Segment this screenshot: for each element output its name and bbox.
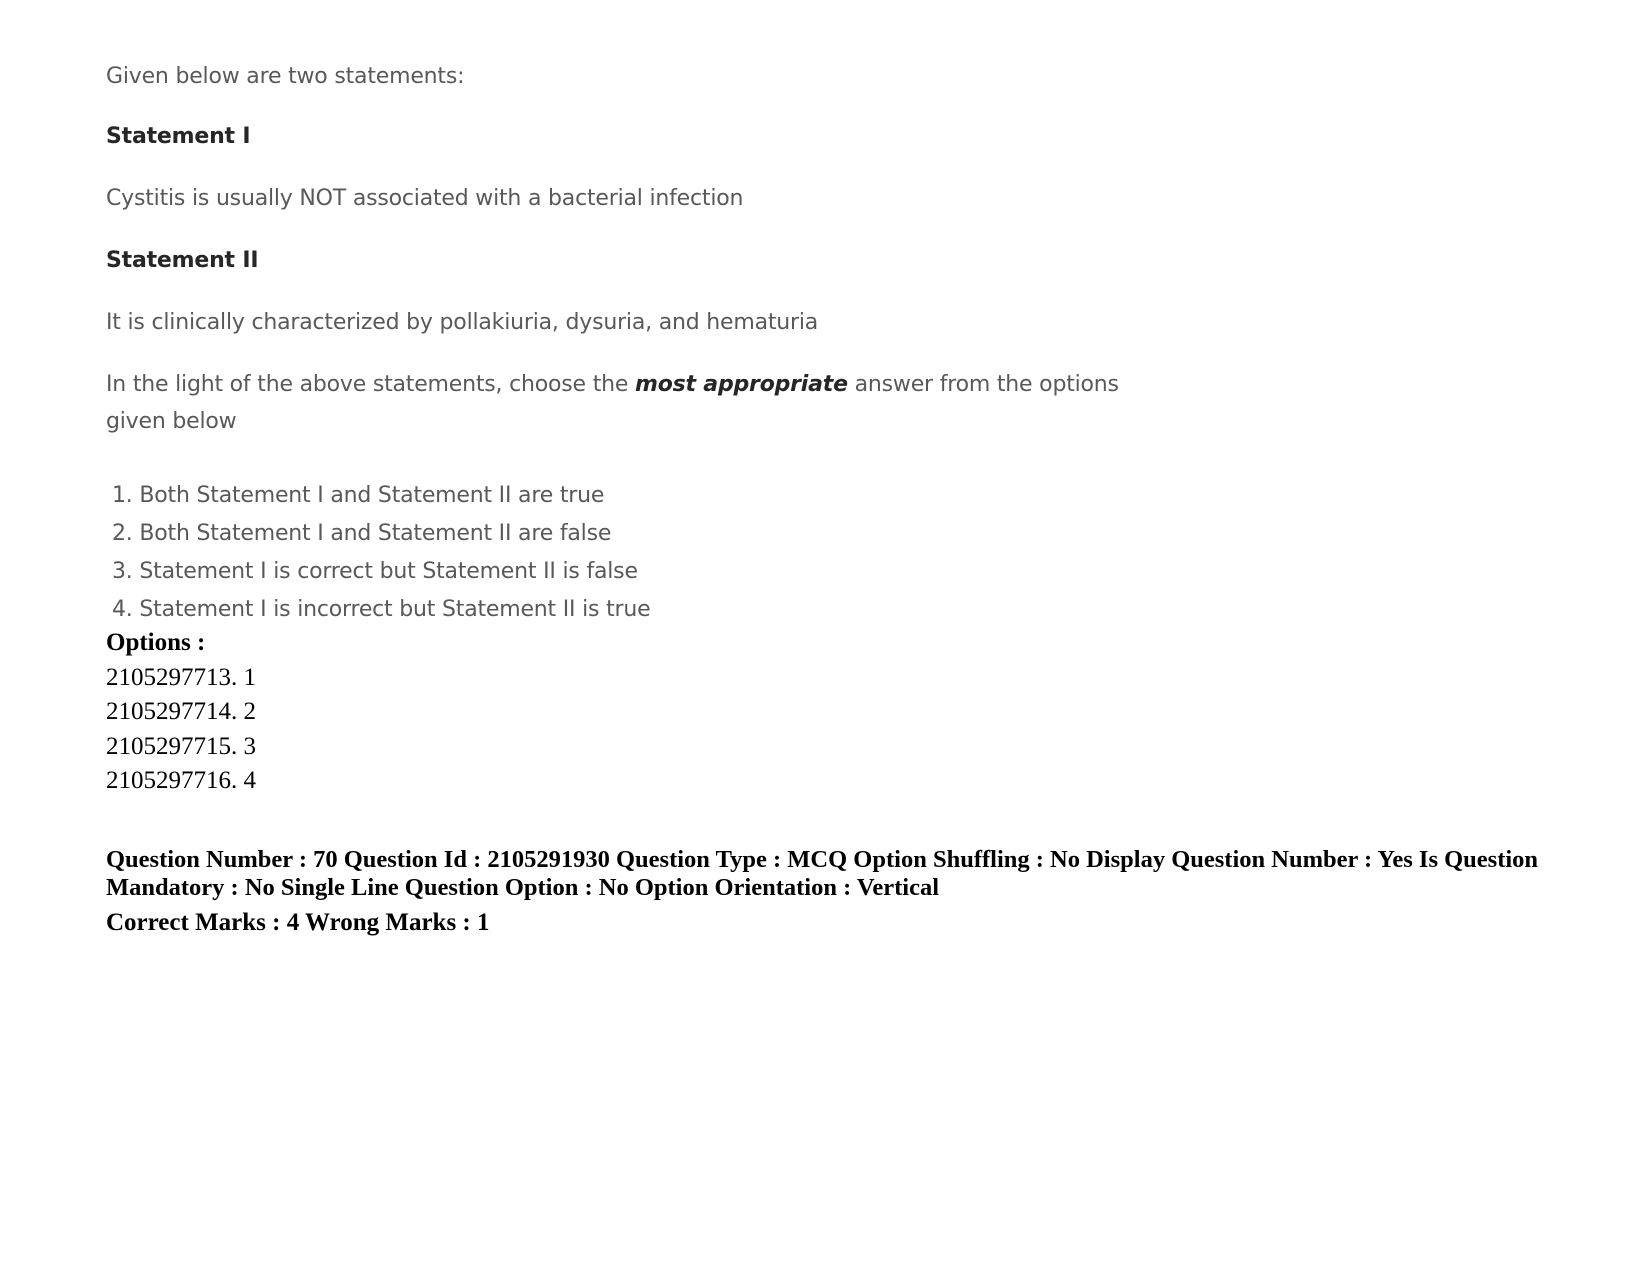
statement-2-heading: Statement II <box>106 248 259 273</box>
choice-list <box>112 477 650 629</box>
question-intro: Given below are two statements: <box>106 64 465 89</box>
option-item: 2105297714. 2 <box>106 698 256 725</box>
instruction-after: answer from the options <box>847 372 1119 397</box>
choice-item: 2. Both Statement I and Statement II are false <box>112 521 612 546</box>
instruction-before: In the light of the above statements, choose the <box>106 372 635 397</box>
option-item: 2105297713. 1 <box>106 664 256 691</box>
question-info: Question Number : 70 Question Id : 2105291930 Question Type : MCQ Option Shuffling : No Display Question Number : Yes Is Question Mandatory : No Single Line Question Option : No Option Orientation : Vertical <box>106 846 1539 901</box>
statement-2-text: It is clinically characterized by pollakiuria, dysuria, and hematuria <box>106 310 819 335</box>
choice-item: 4. Statement I is incorrect but Statement II is true <box>112 597 651 622</box>
question-marks: Correct Marks : 4 Wrong Marks : 1 <box>106 909 490 936</box>
choice-item: 1. Both Statement I and Statement II are true <box>112 483 605 508</box>
instruction-line-2: given below <box>106 409 237 434</box>
choice-item: 3. Statement I is correct but Statement II is false <box>112 559 638 584</box>
statement-1-heading: Statement I <box>106 124 251 149</box>
instruction-line-1 <box>106 372 1119 397</box>
instruction-emphasis: most appropriate <box>635 372 848 397</box>
option-item: 2105297716. 4 <box>106 767 256 794</box>
options-label: Options : <box>106 629 206 656</box>
statement-1-text: Cystitis is usually NOT associated with a bacterial infection <box>106 186 744 211</box>
option-item: 2105297715. 3 <box>106 733 256 760</box>
